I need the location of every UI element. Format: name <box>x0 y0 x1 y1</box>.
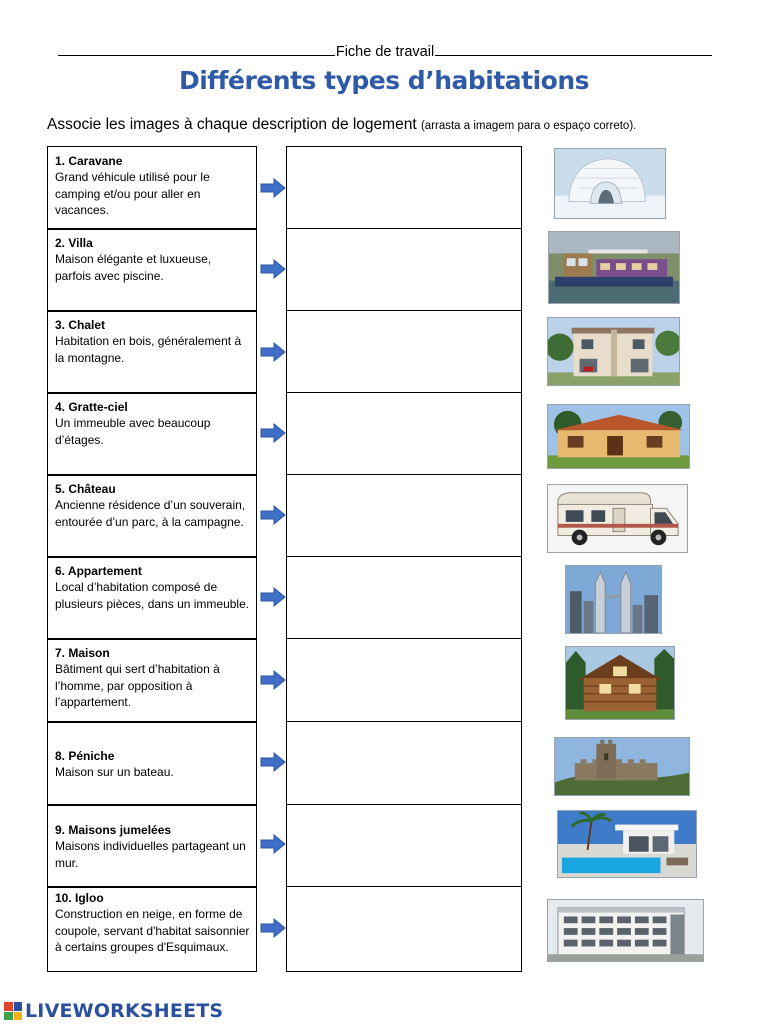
description-cell-2 <box>47 228 257 312</box>
worksheet-header <box>58 36 712 60</box>
arrow-right-icon <box>260 423 286 443</box>
instruction-note: (arrasta a imagem para o espaço correto). <box>420 120 637 132</box>
item-description: Maison élégante et luxueuse, parfois avec piscine. <box>55 252 212 283</box>
house-image[interactable] <box>547 404 690 469</box>
item-description: Bâtiment qui sert d’habitation à l’homme, par opposition à l’appartement. <box>55 662 220 710</box>
arrow-right-icon <box>260 918 286 938</box>
drop-zone-3[interactable] <box>286 310 522 394</box>
item-description: Grand véhicule utilisé pour le camping et/ou pour aller en vacances. <box>55 170 210 218</box>
castle-image[interactable] <box>554 737 690 796</box>
instruction <box>47 116 762 134</box>
description-cell-6 <box>47 556 257 640</box>
description-cell-1 <box>47 146 257 230</box>
item-title: 4. Gratte-ciel <box>55 400 128 414</box>
item-title: 9. Maisons jumelées <box>55 823 172 837</box>
drop-zone-2[interactable] <box>286 228 522 312</box>
drop-zone-9[interactable] <box>286 804 522 888</box>
wooden-chalet-image[interactable] <box>565 646 675 720</box>
description-cell-3 <box>47 310 257 394</box>
villa-with-pool-image[interactable] <box>557 810 697 878</box>
item-description: Ancienne résidence d’un souverain, entourée d’un parc, à la campagne. <box>55 498 246 529</box>
item-title: 8. Péniche <box>55 749 115 763</box>
arrow-right-icon <box>260 670 286 690</box>
item-title: 3. Chalet <box>55 318 106 332</box>
arrow-right-icon <box>260 752 286 772</box>
drop-zone-6[interactable] <box>286 556 522 640</box>
drop-zone-4[interactable] <box>286 392 522 476</box>
camper-van-image[interactable] <box>547 484 688 553</box>
liveworksheets-logo-icon <box>4 1002 22 1020</box>
item-description: Local d’habitation composé de plusieurs pièces, dans un immeuble. <box>55 580 250 611</box>
arrow-right-icon <box>260 505 286 525</box>
drop-zone-8[interactable] <box>286 721 522 806</box>
item-title: 1. Caravane <box>55 154 123 168</box>
arrow-right-icon <box>260 834 286 854</box>
drop-zone-5[interactable] <box>286 474 522 558</box>
description-cell-5 <box>47 474 257 558</box>
arrow-right-icon <box>260 259 286 279</box>
houseboat-image[interactable] <box>548 231 680 304</box>
description-cell-7 <box>47 638 257 723</box>
header-rule-right <box>435 55 712 56</box>
drop-zone-1[interactable] <box>286 146 522 230</box>
item-description: Un immeuble avec beaucoup d’étages. <box>55 416 211 447</box>
item-title: 6. Appartement <box>55 564 142 578</box>
drop-zone-10[interactable] <box>286 886 522 972</box>
item-title: 5. Château <box>55 482 116 496</box>
item-description: Maisons individuelles partageant un mur. <box>55 839 246 870</box>
description-cell-8 <box>47 721 257 806</box>
footer-brand <box>4 1000 223 1022</box>
header-rule-left <box>58 55 335 56</box>
arrow-right-icon <box>260 178 286 198</box>
description-cell-4 <box>47 392 257 476</box>
item-title: 7. Maison <box>55 646 110 660</box>
item-title: 10. Igloo <box>55 891 104 905</box>
igloo-image[interactable] <box>554 148 666 219</box>
item-description: Construction en neige, en forme de coupole, servant d'habitat saisonnier à certains groupes d'Esquimaux. <box>55 907 250 955</box>
page-title: Différents types d’habitations <box>178 66 590 95</box>
worksheet-label: Fiche de travail <box>335 44 435 60</box>
skyscrapers-image[interactable] <box>565 565 662 634</box>
item-title: 2. Villa <box>55 236 93 250</box>
instruction-main: Associe les images à chaque description de logement <box>47 116 417 133</box>
item-description: Maison sur un bateau. <box>55 765 174 780</box>
arrow-right-icon <box>260 587 286 607</box>
drop-zone-7[interactable] <box>286 638 522 723</box>
brand-name: LIVEWORKSHEETS <box>25 1000 224 1022</box>
semi-detached-houses-image[interactable] <box>547 317 680 386</box>
description-cell-10 <box>47 886 257 972</box>
apartment-building-image[interactable] <box>547 899 704 962</box>
item-description: Habitation en bois, généralement à la montagne. <box>55 334 242 365</box>
arrow-right-icon <box>260 342 286 362</box>
description-cell-9 <box>47 804 257 888</box>
